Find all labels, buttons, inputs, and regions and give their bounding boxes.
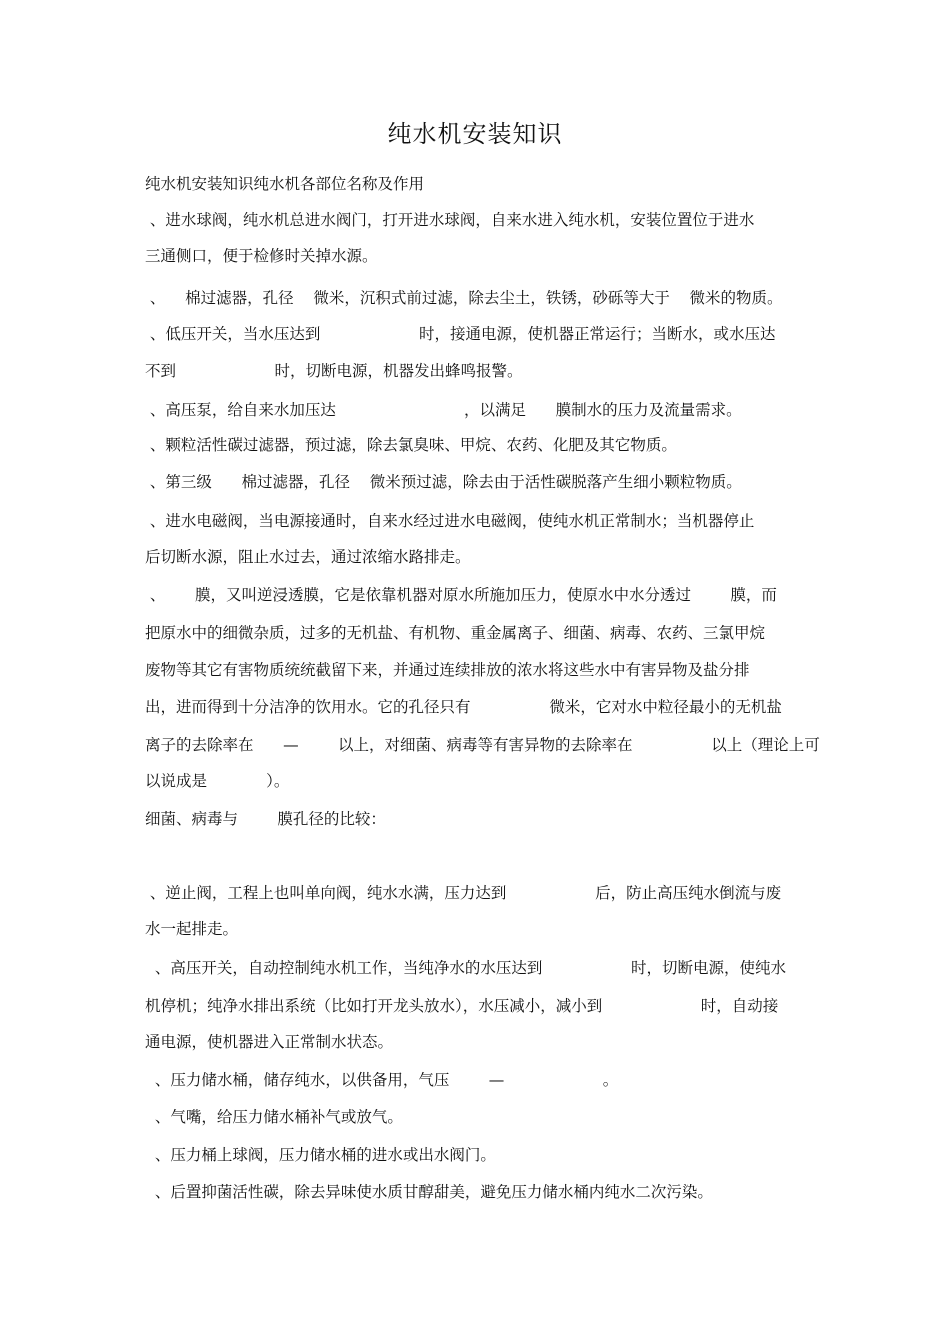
paragraph-line: 废物等其它有害物质统统截留下来，并通过连续排放的浓水将这些水中有害异物及盐分排 (145, 661, 750, 679)
paragraph-line: 、高压开关，自动控制纯水机工作，当纯净水的水压达到 时，切断电源，使纯水 (145, 959, 787, 977)
paragraph-line: 不到 时，切断电源，机器发出蜂鸣报警。 (145, 362, 523, 380)
paragraph-line: 、进水球阀，纯水机总进水阀门，打开进水球阀，自来水进入纯水机，安装位置位于进水 (145, 211, 755, 229)
paragraph-line: 、 膜，又叫逆浸透膜，它是依靠机器对原水所施加压力，使原水中水分透过 膜，而 (145, 586, 777, 604)
paragraph-line: 通电源，使机器进入正常制水状态。 (145, 1033, 394, 1051)
paragraph-line: 、进水电磁阀，当电源接通时，自来水经过进水电磁阀，使纯水机正常制水；当机器停止 (145, 512, 755, 530)
paragraph-line: 以说成是 ）。 (145, 772, 290, 790)
paragraph-line: 、高压泵，给自来水加压达 ，以满足 膜制水的压力及流量需求。 (145, 401, 742, 419)
paragraph-line: 、后置抑菌活性碳，除去异味使水质甘醇甜美，避免压力储水桶内纯水二次污染。 (145, 1183, 713, 1201)
paragraph-line: 机停机；纯净水排出系统（比如打开龙头放水），水压减小，减小到 时，自动接 (145, 997, 779, 1015)
paragraph-line: 、低压开关，当水压达到 时，接通电源，使机器正常运行；当断水，或水压达 (145, 325, 776, 343)
paragraph-line: 、气嘴，给压力储水桶补气或放气。 (145, 1108, 403, 1126)
paragraph-line: 、压力储水桶，储存纯水，以供备用，气压 — 。 (145, 1071, 619, 1089)
paragraph-line: 纯水机安装知识纯水机各部位名称及作用 (145, 175, 425, 193)
paragraph-line: 、第三级 棉过滤器，孔径 微米预过滤，除去由于活性碳脱落产生细小颗粒物质。 (145, 473, 742, 491)
paragraph-line: 水一起排走。 (145, 920, 239, 938)
paragraph-line: 、 棉过滤器，孔径 微米，沉积式前过滤，除去尘土，铁锈，砂砾等大于 微米的物质。 (145, 289, 783, 307)
paragraph-line: 、颗粒活性碳过滤器，预过滤，除去氯臭味、甲烷、农药、化肥及其它物质。 (145, 436, 677, 454)
paragraph-line: 三通侧口，便于检修时关掉水源。 (145, 247, 378, 265)
paragraph-line: 、压力桶上球阀，压力储水桶的进水或出水阀门。 (145, 1146, 496, 1164)
paragraph-line: 细菌、病毒与 膜孔径的比较： (145, 810, 386, 828)
paragraph-line: 后切断水源，阻止水过去，通过浓缩水路排走。 (145, 548, 471, 566)
page-title: 纯水机安装知识 (387, 120, 563, 148)
paragraph-line: 离子的去除率在 — 以上，对细菌、病毒等有害异物的去除率在 以上（理论上可 (145, 736, 820, 754)
paragraph-line: 把原水中的细微杂质，过多的无机盐、有机物、重金属离子、细菌、病毒、农药、三氯甲烷 (145, 624, 766, 642)
paragraph-line: 出，进而得到十分洁净的饮用水。它的孔径只有 微米，它对水中粒径最小的无机盐 (145, 698, 782, 716)
paragraph-line: 、逆止阀，工程上也叫单向阀，纯水水满，压力达到 后，防止高压纯水倒流与废 (145, 884, 782, 902)
